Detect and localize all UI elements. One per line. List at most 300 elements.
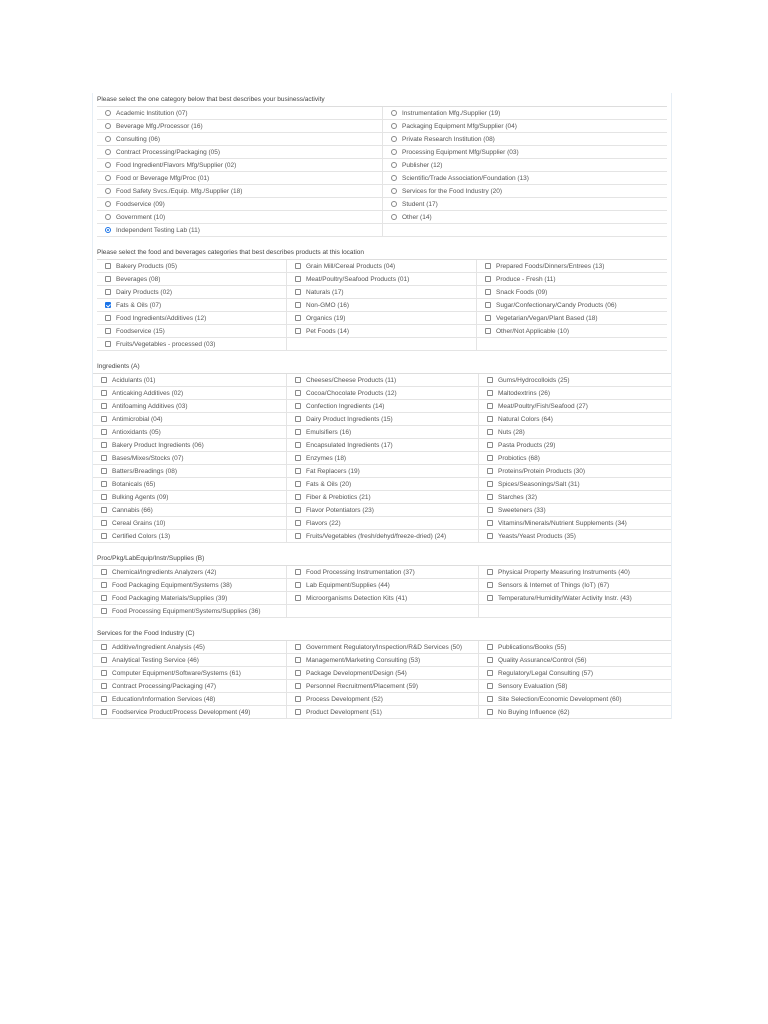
services-section-title: Services for the Food Industry (C) [97, 630, 195, 637]
checkbox[interactable] [295, 289, 301, 295]
services-option[interactable] [287, 641, 479, 654]
checkbox[interactable] [487, 377, 493, 383]
option-label: Product Development (51) [306, 708, 382, 716]
products-option[interactable] [477, 260, 667, 273]
services-option[interactable] [93, 667, 287, 680]
radio-button[interactable] [391, 136, 397, 142]
option-label: Quality Assurance/Control (56) [498, 656, 587, 664]
checkbox[interactable] [105, 302, 111, 308]
option-label: Grain Mill/Cereal Products (04) [306, 262, 396, 270]
option-label: Antimicrobial (04) [112, 415, 163, 423]
equipment-option[interactable] [287, 592, 479, 605]
checkbox[interactable] [487, 670, 493, 676]
radio-button[interactable] [105, 123, 111, 129]
ingredients-option[interactable] [479, 517, 671, 530]
empty-cell [477, 338, 667, 351]
business-option[interactable] [97, 107, 383, 120]
option-label: Foodservice (09) [116, 200, 165, 208]
checkbox[interactable] [101, 696, 107, 702]
products-option[interactable] [477, 286, 667, 299]
checkbox[interactable] [295, 507, 301, 513]
ingredients-option[interactable] [479, 413, 671, 426]
services-option[interactable] [479, 706, 671, 719]
option-label: Food Packaging Materials/Supplies (39) [112, 594, 228, 602]
products-option[interactable] [97, 286, 287, 299]
equipment-option[interactable] [287, 579, 479, 592]
ingredients-option[interactable] [287, 452, 479, 465]
option-label: Government (10) [116, 213, 166, 221]
ingredients-option[interactable] [93, 504, 287, 517]
option-label: Bakery Products (05) [116, 262, 178, 270]
checkbox[interactable] [487, 481, 493, 487]
option-label: Bakery Product Ingredients (06) [112, 441, 204, 449]
option-label: Foodservice Product/Process Development (49) [112, 708, 251, 716]
checkbox[interactable] [487, 494, 493, 500]
ingredients-option[interactable] [479, 530, 671, 543]
option-label: Vegetarian/Vegan/Plant Based (18) [496, 314, 598, 322]
option-label: Processing Equipment Mfg/Supplier (03) [402, 148, 519, 156]
ingredients-option[interactable] [93, 517, 287, 530]
ingredients-options-grid [93, 373, 671, 543]
option-label: Regulatory/Legal Consulting (57) [498, 669, 594, 677]
checkbox[interactable] [295, 468, 301, 474]
option-label: Dairy Product Ingredients (15) [306, 415, 393, 423]
services-option[interactable] [479, 693, 671, 706]
equipment-option[interactable] [93, 605, 287, 618]
option-label: Instrumentation Mfg./Supplier (19) [402, 109, 501, 117]
registration-form [92, 93, 672, 719]
option-label: Cocoa/Chocolate Products (12) [306, 389, 397, 397]
checkbox[interactable] [485, 263, 491, 269]
option-label: Publications/Books (55) [498, 643, 567, 651]
radio-button[interactable] [105, 188, 111, 194]
option-label: Organics (19) [306, 314, 346, 322]
equipment-option[interactable] [479, 592, 671, 605]
checkbox[interactable] [487, 644, 493, 650]
radio-button[interactable] [391, 188, 397, 194]
business-option[interactable] [97, 146, 383, 159]
equipment-option[interactable] [93, 566, 287, 579]
option-label: Additive/Ingredient Analysis (45) [112, 643, 205, 651]
radio-button[interactable] [391, 175, 397, 181]
radio-button[interactable] [391, 214, 397, 220]
ingredients-option[interactable] [479, 452, 671, 465]
checkbox[interactable] [101, 644, 107, 650]
radio-button[interactable] [105, 214, 111, 220]
checkbox[interactable] [101, 442, 107, 448]
products-option[interactable] [287, 299, 477, 312]
services-option[interactable] [93, 654, 287, 667]
radio-button[interactable] [105, 227, 111, 233]
business-option[interactable] [383, 159, 667, 172]
option-label: Analytical Testing Service (46) [112, 656, 199, 664]
ingredients-option[interactable] [93, 374, 287, 387]
checkbox[interactable] [295, 657, 301, 663]
services-option[interactable] [479, 654, 671, 667]
option-label: Gums/Hydrocolloids (25) [498, 376, 570, 384]
checkbox[interactable] [487, 709, 493, 715]
ingredients-option[interactable] [479, 504, 671, 517]
products-option[interactable] [477, 299, 667, 312]
checkbox[interactable] [487, 520, 493, 526]
ingredients-option[interactable] [287, 478, 479, 491]
business-option[interactable] [97, 133, 383, 146]
business-option[interactable] [383, 133, 667, 146]
business-option[interactable] [383, 198, 667, 211]
option-label: Packaging Equipment Mfg/Supplier (04) [402, 122, 517, 130]
option-label: Sensors & Internet of Things (IoT) (67) [498, 581, 610, 589]
equipment-option[interactable] [479, 566, 671, 579]
option-label: Meat/Poultry/Fish/Seafood (27) [498, 402, 588, 410]
option-label: Antioxidants (05) [112, 428, 161, 436]
checkbox[interactable] [101, 520, 107, 526]
checkbox[interactable] [487, 416, 493, 422]
radio-button[interactable] [105, 162, 111, 168]
checkbox[interactable] [101, 390, 107, 396]
radio-button[interactable] [391, 110, 397, 116]
option-label: Physical Property Measuring Instruments (40) [498, 568, 630, 576]
checkbox[interactable] [101, 670, 107, 676]
checkbox[interactable] [487, 403, 493, 409]
business-option[interactable] [383, 120, 667, 133]
option-label: Student (17) [402, 200, 438, 208]
checkbox[interactable] [295, 416, 301, 422]
ingredients-option[interactable] [93, 491, 287, 504]
checkbox[interactable] [295, 644, 301, 650]
option-label: Scientific/Trade Association/Foundation (13) [402, 174, 529, 182]
business-option[interactable] [383, 211, 667, 224]
checkbox[interactable] [487, 595, 493, 601]
checkbox[interactable] [101, 377, 107, 383]
services-option[interactable] [479, 680, 671, 693]
radio-button[interactable] [105, 175, 111, 181]
option-label: Spices/Seasonings/Salt (31) [498, 480, 580, 488]
option-label: Enzymes (18) [306, 454, 347, 462]
checkbox[interactable] [485, 289, 491, 295]
option-label: Flavors (22) [306, 519, 341, 527]
checkbox[interactable] [295, 403, 301, 409]
checkbox[interactable] [295, 569, 301, 575]
option-label: Bulking Agents (09) [112, 493, 169, 501]
checkbox[interactable] [101, 494, 107, 500]
checkbox[interactable] [101, 709, 107, 715]
checkbox[interactable] [295, 377, 301, 383]
option-label: Food Processing Instrumentation (37) [306, 568, 415, 576]
checkbox[interactable] [101, 455, 107, 461]
ingredients-option[interactable] [93, 413, 287, 426]
option-label: Food Ingredient/Flavors Mfg/Supplier (02) [116, 161, 237, 169]
checkbox[interactable] [101, 429, 107, 435]
option-label: Personnel Recruitment/Placement (59) [306, 682, 418, 690]
option-label: Natural Colors (64) [498, 415, 553, 423]
option-label: Proteins/Protein Products (30) [498, 467, 586, 475]
radio-button[interactable] [105, 201, 111, 207]
option-label: No Buying Influence (62) [498, 708, 570, 716]
option-label: Private Research Institution (08) [402, 135, 495, 143]
ingredients-option[interactable] [93, 452, 287, 465]
services-option[interactable] [93, 680, 287, 693]
radio-button[interactable] [105, 136, 111, 142]
ingredients-option[interactable] [287, 491, 479, 504]
business-option[interactable] [97, 120, 383, 133]
products-option[interactable] [287, 273, 477, 286]
option-label: Computer Equipment/Software/Systems (61) [112, 669, 241, 677]
option-label: Fruits/Vegetables (fresh/dehyd/freeze-dried) (24) [306, 532, 447, 540]
checkbox[interactable] [295, 670, 301, 676]
products-section-title: Please select the food and beverages categories that best describes products at this location [97, 249, 365, 256]
checkbox[interactable] [487, 569, 493, 575]
products-option[interactable] [97, 273, 287, 286]
option-label: Foodservice (15) [116, 327, 165, 335]
option-label: Services for the Food Industry (20) [402, 187, 503, 195]
ingredients-option[interactable] [479, 374, 671, 387]
radio-button[interactable] [391, 162, 397, 168]
option-label: Publisher (12) [402, 161, 443, 169]
option-label: Beverages (08) [116, 275, 161, 283]
equipment-option[interactable] [287, 566, 479, 579]
ingredients-option[interactable] [93, 439, 287, 452]
ingredients-option[interactable] [287, 374, 479, 387]
checkbox[interactable] [295, 683, 301, 689]
ingredients-option[interactable] [479, 478, 671, 491]
services-option[interactable] [287, 667, 479, 680]
equipment-option[interactable] [93, 579, 287, 592]
checkbox[interactable] [101, 507, 107, 513]
checkbox[interactable] [105, 341, 111, 347]
services-option[interactable] [93, 693, 287, 706]
checkbox[interactable] [487, 657, 493, 663]
products-option[interactable] [97, 299, 287, 312]
radio-button[interactable] [391, 149, 397, 155]
checkbox[interactable] [295, 276, 301, 282]
checkbox[interactable] [101, 468, 107, 474]
services-option[interactable] [479, 667, 671, 680]
services-option[interactable] [93, 706, 287, 719]
option-label: Temperature/Humidity/Water Activity Instr. (43) [498, 594, 632, 602]
option-label: Sugar/Confectionary/Candy Products (06) [496, 301, 617, 309]
option-label: Encapsulated Ingredients (17) [306, 441, 393, 449]
ingredients-option[interactable] [93, 478, 287, 491]
option-label: Management/Marketing Consulting (53) [306, 656, 421, 664]
checkbox[interactable] [101, 582, 107, 588]
option-label: Other/Not Applicable (10) [496, 327, 569, 335]
equipment-options-grid [93, 565, 671, 618]
checkbox[interactable] [101, 533, 107, 539]
option-label: Produce - Fresh (11) [496, 275, 556, 283]
checkbox[interactable] [485, 328, 491, 334]
checkbox[interactable] [487, 455, 493, 461]
checkbox[interactable] [101, 569, 107, 575]
option-label: Other (14) [402, 213, 432, 221]
empty-cell [287, 338, 477, 351]
checkbox[interactable] [101, 608, 107, 614]
ingredients-option[interactable] [287, 530, 479, 543]
equipment-option[interactable] [479, 579, 671, 592]
option-label: Sweeteners (33) [498, 506, 546, 514]
checkbox[interactable] [105, 315, 111, 321]
products-option[interactable] [477, 325, 667, 338]
option-label: Cereal Grains (10) [112, 519, 166, 527]
checkbox[interactable] [105, 328, 111, 334]
option-label: Food Processing Equipment/Systems/Supplies (36) [112, 607, 261, 615]
option-label: Fats & Oils (20) [306, 480, 352, 488]
products-option[interactable] [97, 338, 287, 351]
option-label: Contract Processing/Packaging (05) [116, 148, 221, 156]
option-label: Confection Ingredients (14) [306, 402, 385, 410]
ingredients-option[interactable] [93, 426, 287, 439]
option-label: Chemical/Ingredients Analyzers (42) [112, 568, 217, 576]
checkbox[interactable] [295, 533, 301, 539]
option-label: Dairy Products (02) [116, 288, 172, 296]
ingredients-option[interactable] [479, 400, 671, 413]
services-option[interactable] [287, 693, 479, 706]
checkbox[interactable] [295, 429, 301, 435]
option-label: Nuts (28) [498, 428, 525, 436]
checkbox[interactable] [295, 481, 301, 487]
checkbox[interactable] [295, 315, 301, 321]
ingredients-option[interactable] [287, 426, 479, 439]
checkbox[interactable] [295, 709, 301, 715]
business-option[interactable] [97, 224, 383, 237]
checkbox[interactable] [295, 442, 301, 448]
checkbox[interactable] [295, 494, 301, 500]
ingredients-option[interactable] [479, 387, 671, 400]
ingredients-option[interactable] [479, 491, 671, 504]
radio-button[interactable] [105, 110, 111, 116]
option-label: Fruits/Vegetables - processed (03) [116, 340, 216, 348]
ingredients-option[interactable] [287, 465, 479, 478]
checkbox[interactable] [485, 302, 491, 308]
checkbox[interactable] [101, 595, 107, 601]
business-option[interactable] [383, 172, 667, 185]
services-option[interactable] [287, 680, 479, 693]
products-option[interactable] [97, 312, 287, 325]
ingredients-option[interactable] [479, 465, 671, 478]
checkbox[interactable] [295, 696, 301, 702]
option-label: Food Ingredients/Additives (12) [116, 314, 207, 322]
checkbox[interactable] [487, 582, 493, 588]
business-option[interactable] [383, 146, 667, 159]
business-option[interactable] [97, 172, 383, 185]
services-option[interactable] [479, 641, 671, 654]
checkbox[interactable] [295, 520, 301, 526]
radio-button[interactable] [391, 201, 397, 207]
option-label: Food Packaging Equipment/Systems (38) [112, 581, 232, 589]
checkbox[interactable] [295, 263, 301, 269]
business-option[interactable] [97, 211, 383, 224]
checkbox[interactable] [105, 276, 111, 282]
radio-button[interactable] [391, 123, 397, 129]
business-option[interactable] [383, 185, 667, 198]
checkbox[interactable] [487, 696, 493, 702]
products-option[interactable] [287, 286, 477, 299]
checkbox[interactable] [105, 289, 111, 295]
ingredients-option[interactable] [287, 439, 479, 452]
checkbox[interactable] [101, 403, 107, 409]
checkbox[interactable] [485, 315, 491, 321]
checkbox[interactable] [101, 683, 107, 689]
checkbox[interactable] [295, 302, 301, 308]
products-option[interactable] [477, 312, 667, 325]
business-option[interactable] [383, 107, 667, 120]
business-option[interactable] [97, 198, 383, 211]
option-label: Prepared Foods/Dinners/Entrees (13) [496, 262, 605, 270]
option-label: Consulting (06) [116, 135, 161, 143]
business-option[interactable] [97, 185, 383, 198]
option-label: Government Regulatory/Inspection/R&D Services (50) [306, 643, 463, 651]
ingredients-option[interactable] [93, 387, 287, 400]
services-option[interactable] [93, 641, 287, 654]
option-label: Beverage Mfg./Processor (16) [116, 122, 203, 130]
services-option[interactable] [287, 706, 479, 719]
products-option[interactable] [477, 273, 667, 286]
checkbox[interactable] [487, 533, 493, 539]
option-label: Education/Information Services (48) [112, 695, 216, 703]
ingredients-option[interactable] [479, 439, 671, 452]
ingredients-option[interactable] [479, 426, 671, 439]
checkbox[interactable] [101, 416, 107, 422]
option-label: Independent Testing Lab (11) [116, 226, 200, 234]
option-label: Naturals (17) [306, 288, 344, 296]
products-option[interactable] [287, 325, 477, 338]
ingredients-option[interactable] [287, 517, 479, 530]
products-option[interactable] [287, 260, 477, 273]
option-label: Site Selection/Economic Development (60) [498, 695, 622, 703]
checkbox[interactable] [295, 455, 301, 461]
option-label: Cheeses/Cheese Products (11) [306, 376, 397, 384]
option-label: Package Development/Design (54) [306, 669, 407, 677]
products-option[interactable] [97, 260, 287, 273]
ingredients-option[interactable] [93, 400, 287, 413]
products-options-grid [97, 259, 667, 351]
radio-button[interactable] [105, 149, 111, 155]
option-label: Fiber & Prebiotics (21) [306, 493, 371, 501]
checkbox[interactable] [487, 468, 493, 474]
checkbox[interactable] [487, 507, 493, 513]
checkbox[interactable] [295, 595, 301, 601]
option-label: Maltodextrins (26) [498, 389, 551, 397]
empty-cell [383, 224, 667, 237]
ingredients-option[interactable] [93, 465, 287, 478]
ingredients-option[interactable] [287, 387, 479, 400]
ingredients-option[interactable] [287, 400, 479, 413]
ingredients-option[interactable] [93, 530, 287, 543]
option-label: Bases/Mixes/Stocks (07) [112, 454, 184, 462]
checkbox[interactable] [487, 390, 493, 396]
checkbox[interactable] [487, 683, 493, 689]
checkbox[interactable] [485, 276, 491, 282]
checkbox[interactable] [105, 263, 111, 269]
ingredients-option[interactable] [287, 413, 479, 426]
ingredients-option[interactable] [287, 504, 479, 517]
empty-cell [287, 605, 479, 618]
business-option[interactable] [97, 159, 383, 172]
checkbox[interactable] [487, 429, 493, 435]
products-option[interactable] [97, 325, 287, 338]
checkbox[interactable] [295, 328, 301, 334]
checkbox[interactable] [295, 582, 301, 588]
checkbox[interactable] [101, 657, 107, 663]
services-option[interactable] [287, 654, 479, 667]
checkbox[interactable] [487, 442, 493, 448]
business-section-title: Please select the one category below that best describes your business/activity [97, 96, 325, 103]
checkbox[interactable] [101, 481, 107, 487]
equipment-option[interactable] [93, 592, 287, 605]
products-option[interactable] [287, 312, 477, 325]
checkbox[interactable] [295, 390, 301, 396]
services-options-grid [93, 640, 671, 719]
option-label: Batters/Breadings (08) [112, 467, 178, 475]
